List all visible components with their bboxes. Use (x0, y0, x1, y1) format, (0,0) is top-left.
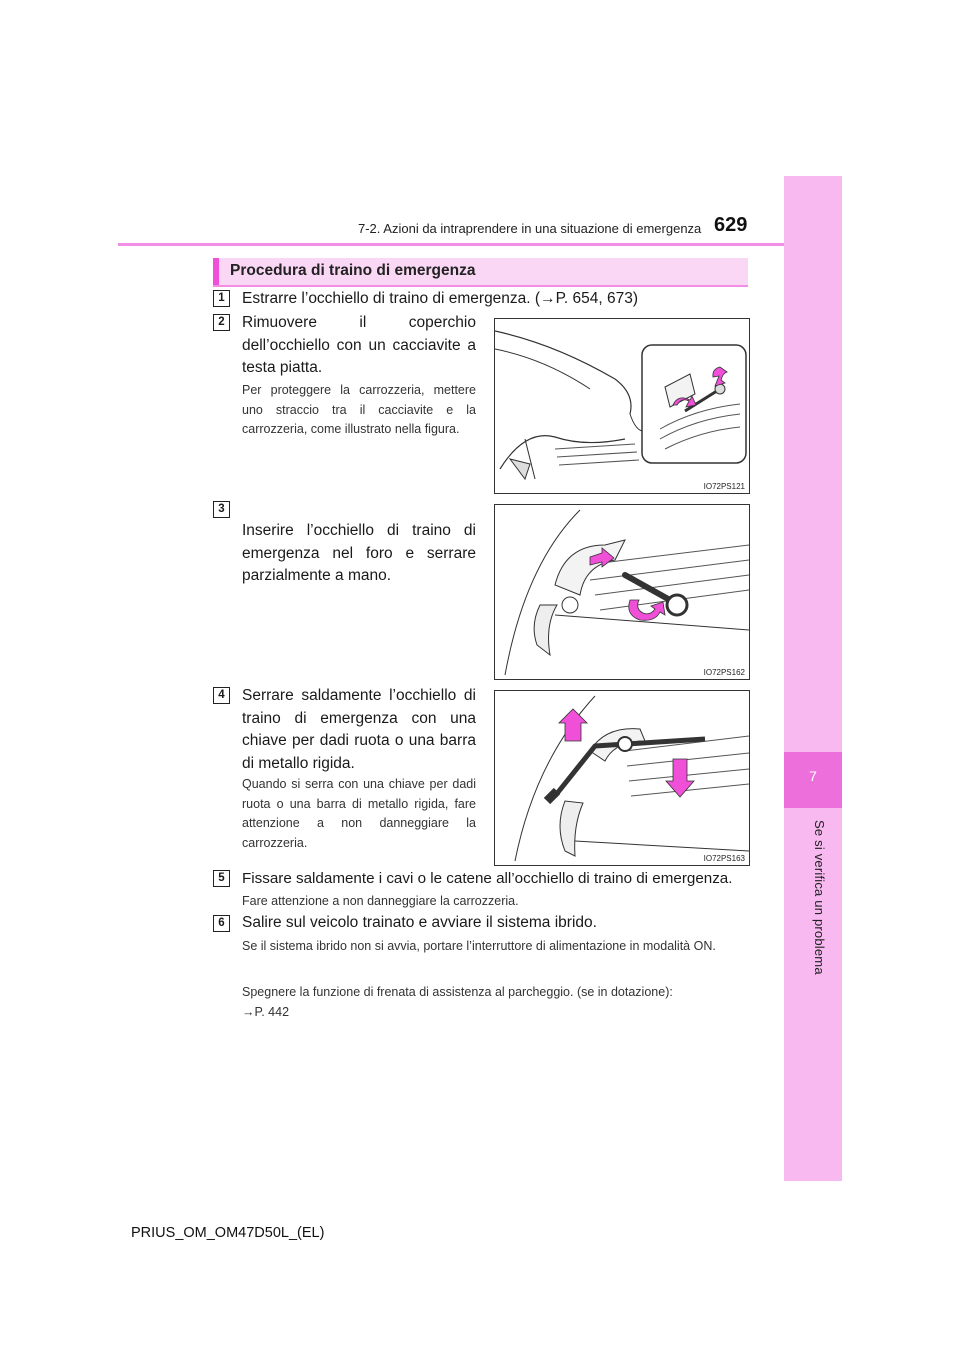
step-4-text: Serrare saldamente l’occhiello di traino di emergenza con una chiave per dadi ruota o una barra di metallo rigida. (242, 687, 476, 772)
eyelet-insert-illustration (495, 505, 749, 679)
procedure-title-bar (213, 258, 748, 285)
step-2-note: Per proteggere la carrozzeria, mettere uno straccio tra il cacciavite e la carrozzeria, come illustrato nella figura. (242, 383, 476, 436)
step-number-3: 3 (213, 501, 230, 518)
step-6-note: Se il sistema ibrido non si avvia, portare l’interruttore di alimentazione in modalità ON. (242, 939, 716, 953)
step-5-note: Fare attenzione a non danneggiare la carrozzeria. (242, 894, 519, 908)
page-number: 629 (714, 214, 748, 236)
step-1-text: Estrarre l’occhiello di traino di emergenza. (→P. 654, 673) (242, 290, 639, 307)
figure-code: IO72PS163 (703, 854, 745, 863)
header-rule (118, 243, 784, 246)
step-6-page-ref: →P. 442 (242, 1005, 290, 1019)
figure-remove-cover (494, 318, 750, 494)
figure-tighten-eyelet (494, 690, 750, 866)
section-heading: 7-2. Azioni da intraprendere in una situazione di emergenza (358, 221, 702, 236)
chapter-number: 7 (809, 768, 817, 784)
step-number-1: 1 (213, 290, 230, 307)
procedure-title: Procedura di traino di emergenza (230, 262, 476, 279)
eyelet-tighten-illustration (495, 691, 749, 865)
document-code: PRIUS_OM_OM47D50L_(EL) (131, 1225, 325, 1241)
chapter-label: Se si verifica un problema (812, 820, 827, 975)
step-3-text: Inserire l’occhiello di traino di emergenza nel foro e serrare parzialmente a mano. (242, 522, 476, 584)
step-number-2: 2 (213, 314, 230, 331)
step-number-6: 6 (213, 915, 230, 932)
step-6-text: Salire sul veicolo trainato e avviare il sistema ibrido. (242, 914, 597, 931)
step-2-text: Rimuovere il coperchio dell’occhiello con un cacciavite a testa piatta. (242, 314, 476, 376)
step-number-5: 5 (213, 870, 230, 887)
figure-code: IO72PS162 (703, 668, 745, 677)
step-4-note: Quando si serra con una chiave per dadi ruota o una barra di metallo rigida, fare attenzione a non danneggiare la carrozzeria. (242, 777, 476, 850)
figure-insert-eyelet (494, 504, 750, 680)
figure-code: IO72PS121 (703, 482, 745, 491)
car-front-cover-illustration (495, 319, 749, 493)
step-5-text: Fissare saldamente i cavi o le catene all’occhiello di traino di emergenza. (242, 870, 733, 887)
step-number-4: 4 (213, 687, 230, 704)
step-6-note-2: Spegnere la funzione di frenata di assistenza al parcheggio. (se in dotazione): (242, 985, 673, 999)
title-underline (213, 285, 748, 287)
